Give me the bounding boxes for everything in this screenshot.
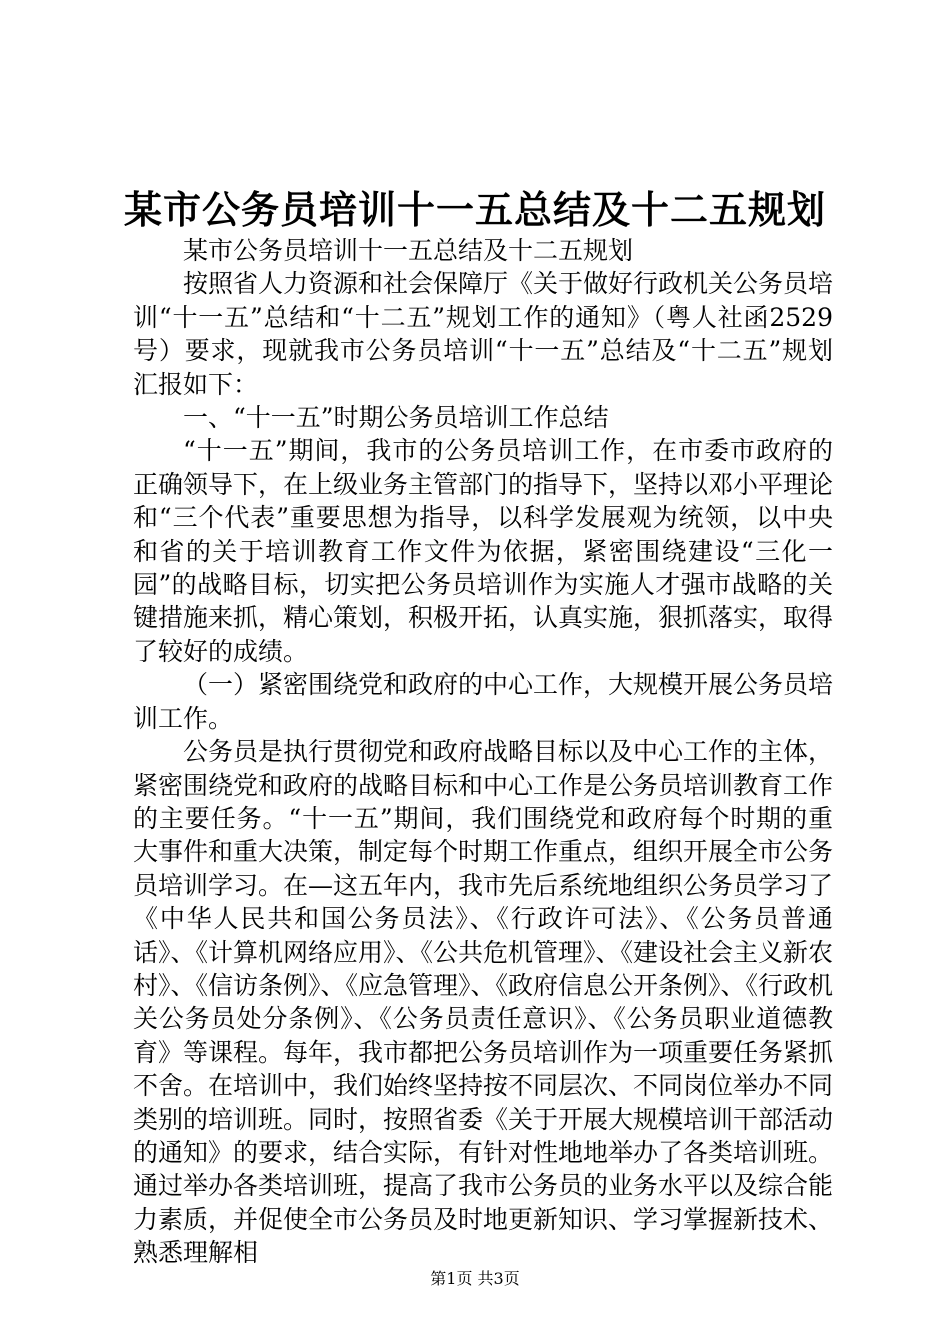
document-title: 某市公务员培训十一五总结及十二五规划 bbox=[123, 187, 826, 232]
section-heading-1: 一、“十一五”时期公务员培训工作总结 bbox=[183, 403, 609, 433]
paragraph-training-details: 公务员是执行贯彻党和政府战略目标以及中心工作的主体，紧密围绕党和政府的战略目标和中心工作是公务员培训教育工作的主要任务。“十一五”期间，我们围绕党和政府每个时期的重大事件和重大决策，制定每个时期工作重点，组织开展全市公务员培训学习。在—这五年内，我市先后系统地组织公务员学习了《中华人民共和国公务员法》、《行政许可法》、《公务员普通话》、《计算机网络应用》、《公共危机管理》、《建设社会主义新农村》、《信访条例》、《应急管理》、《政府信息公开条例》、《行政机关公务员处分条例》、《公务员责任意识》、《公务员职业道德教育》等课程。每年，我市都把公务员培训作为一项重要任务紧抓不舍。在培训中，我们始终坚持按不同层次、不同岗位举办不同类别的培训班。同时，按照省委《关于开展大规模培训干部活动的通知》的要求，结合实际，有针对性地地举办了各类培训班。通过举办各类培训班，提高了我市公务员的业务水平以及综合能力素质，并促使全市公务员及时地更新知识、学习掌握新技术、熟悉理解相 bbox=[133, 737, 834, 1268]
paragraph-heading-repeat: 某市公务员培训十一五总结及十二五规划 bbox=[183, 236, 634, 265]
subsection-heading-1: （一）紧密围绕党和政府的中心工作，大规模开展公务员培训工作。 bbox=[133, 670, 834, 733]
page-number-footer: 第1页 共3页 bbox=[430, 1269, 520, 1288]
paragraph-intro: 按照省人力资源和社会保障厅《关于做好行政机关公务员培训“十一五”总结和“十二五”规划工作的通知》（粤人社函2529号）要求，现就我市公务员培训“十一五”总结及“十二五”规划汇报如下： bbox=[133, 269, 834, 399]
paragraph-summary: “十一五”期间，我市的公务员培训工作，在市委市政府的正确领导下，在上级业务主管部门的指导下，坚持以邓小平理论和“三个代表”重要思想为指导，以科学发展观为统领，以中央和省的关于培训教育工作文件为依据，紧密围绕建设“三化一园”的战略目标，切实把公务员培训作为实施人才强市战略的关键措施来抓，精心策划，积极开拓，认真实施，狠抓落实，取得了较好的成绩。 bbox=[133, 436, 834, 666]
document-body bbox=[133, 234, 833, 1270]
